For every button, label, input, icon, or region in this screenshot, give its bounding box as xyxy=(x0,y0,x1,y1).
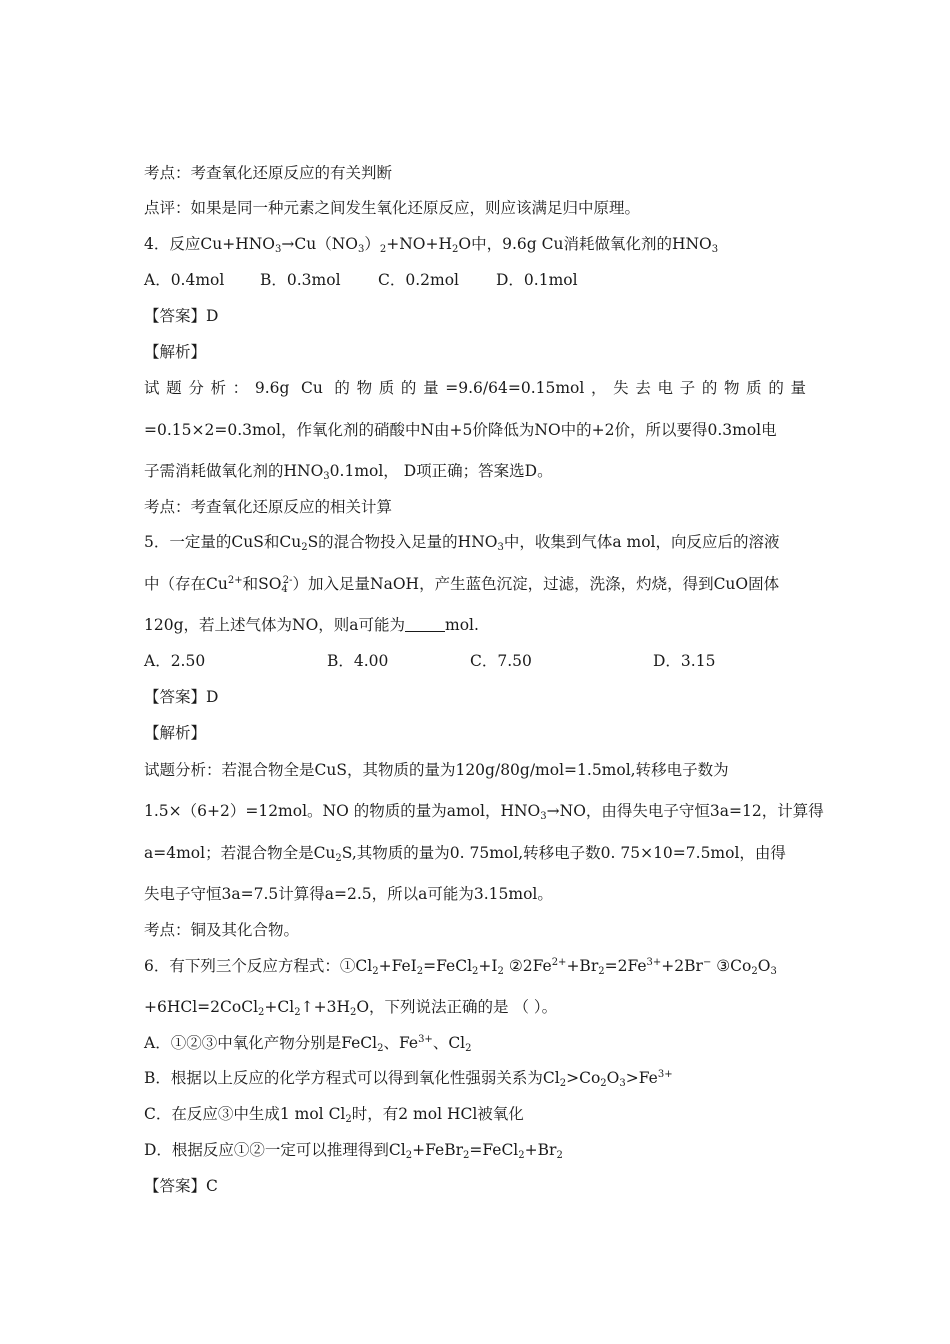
q4-answer: 【答案】D xyxy=(144,307,219,325)
q5-option-a: A．2.50 xyxy=(144,652,206,670)
q6-stem-line-1: 6．有下列三个反应方程式：$①Cl_2+FeI_2=FeCl_2+I_2$ $②2Fe^{2+}+Br_2=2Fe^{3+}+2Br^-$ $③Co_2O_3$ xyxy=(144,957,777,977)
q5-stem-line-3: 120g，若上述气体为NO，则a可能为 mol. xyxy=(144,616,479,634)
q5-jiexi-label: 【解析】 xyxy=(144,724,207,742)
q5-stem-line-1: 5．一定量的CuS和$Cu_2S$的混合物投入足量的$HNO_3$中，收集到气体a mol，向反应后的溶液 xyxy=(144,533,780,553)
q6-option-d: D．根据反应①②一定可以推理得到$Cl_2+FeBr_2=FeCl_2+Br_2$ xyxy=(144,1141,563,1161)
q4-option-a: A．0.4mol xyxy=(144,271,225,289)
q4-analysis-line-3: 子需消耗做氧化剂的$HNO_30.1mol$， D项正确；答案选D。 xyxy=(144,462,553,482)
q6-stem-line-2: $+6HCl=2CoCl_2+Cl_2↑+3H_2O$，下列说法正确的是 （ ）。 xyxy=(144,998,558,1018)
q5-kaodian: 考点：铜及其化合物。 xyxy=(144,921,300,939)
q5-options xyxy=(144,651,715,671)
q6-option-b: B．根据以上反应的化学方程式可以得到氧化性强弱关系为$Cl_2>Co_2O_3>Fe^{3+}$ xyxy=(144,1069,673,1089)
q4-analysis-line-1: 试题分析：9.6g Cu 的物质的量=9.6/64=0.15mol，失去电子的物质的量 xyxy=(144,379,806,397)
q4-jiexi-label: 【解析】 xyxy=(144,343,207,361)
q4-options xyxy=(144,270,578,290)
q6-answer: 【答案】C xyxy=(144,1177,218,1195)
q3-kaodian: 考点：考查氧化还原反应的有关判断 xyxy=(144,164,393,182)
q4-option-b: B．0.3mol xyxy=(260,271,341,289)
q3-dianping: 点评：如果是同一种元素之间发生氧化还原反应，则应该满足归中原理。 xyxy=(144,199,641,217)
q4-stem: 4．反应$Cu+HNO_3\to Cu(NO_3)_2+NO+H_2O$中，9.6g Cu消耗做氧化剂的$HNO_3$ xyxy=(144,235,719,255)
q6-option-a: A．①②③中氧化产物分别是FeCl$_2$、$Fe^{3+}$、$Cl_2$ xyxy=(144,1034,472,1054)
q5-analysis-line-1: 试题分析：若混合物全是CuS，其物质的量为120g/80g/mol=1.5mol,转移电子数为 xyxy=(144,761,729,779)
q4-option-c: C．0.2mol xyxy=(378,271,459,289)
q5-option-b: B．4.00 xyxy=(327,652,389,670)
q4-option-d: D．0.1mol xyxy=(496,271,578,289)
q5-answer: 【答案】D xyxy=(144,688,219,706)
q4-kaodian: 考点：考查氧化还原反应的相关计算 xyxy=(144,498,393,516)
q5-option-d: D．3.15 xyxy=(653,652,716,670)
q5-stem-line-2: 中（存在$Cu^{2+}$和$SO_4^{2-}$）加入足量NaOH，产生蓝色沉淀，过滤，洗涤，灼烧，得到CuO固体 xyxy=(144,575,780,595)
q5-analysis-line-2: 1.5×（6+2）=12mol。NO 的物质的量为amol，$HNO_3\to NO$，由得失电子守恒3a=12，计算得 xyxy=(144,802,824,822)
q5-option-c: C．7.50 xyxy=(470,652,532,670)
answer-blank[interactable] xyxy=(405,617,445,632)
q4-analysis-line-2: =0.15×2=0.3mol，作氧化剂的硝酸中N由+5价降低为NO中的+2价，所以要得0.3mol电 xyxy=(144,421,777,439)
q5-analysis-line-3: a=4mol；若混合物全是$Cu_2S$,其物质的量为0. 75mol,转移电子数0. 75×10=7.5mol，由得 xyxy=(144,844,786,864)
q6-option-c: C．在反应③中生成1 mol $Cl_2$时，有2 mol HCl被氧化 xyxy=(144,1105,524,1125)
q5-analysis-line-4: 失电子守恒3a=7.5计算得a=2.5，所以a可能为3.15mol。 xyxy=(144,885,553,903)
